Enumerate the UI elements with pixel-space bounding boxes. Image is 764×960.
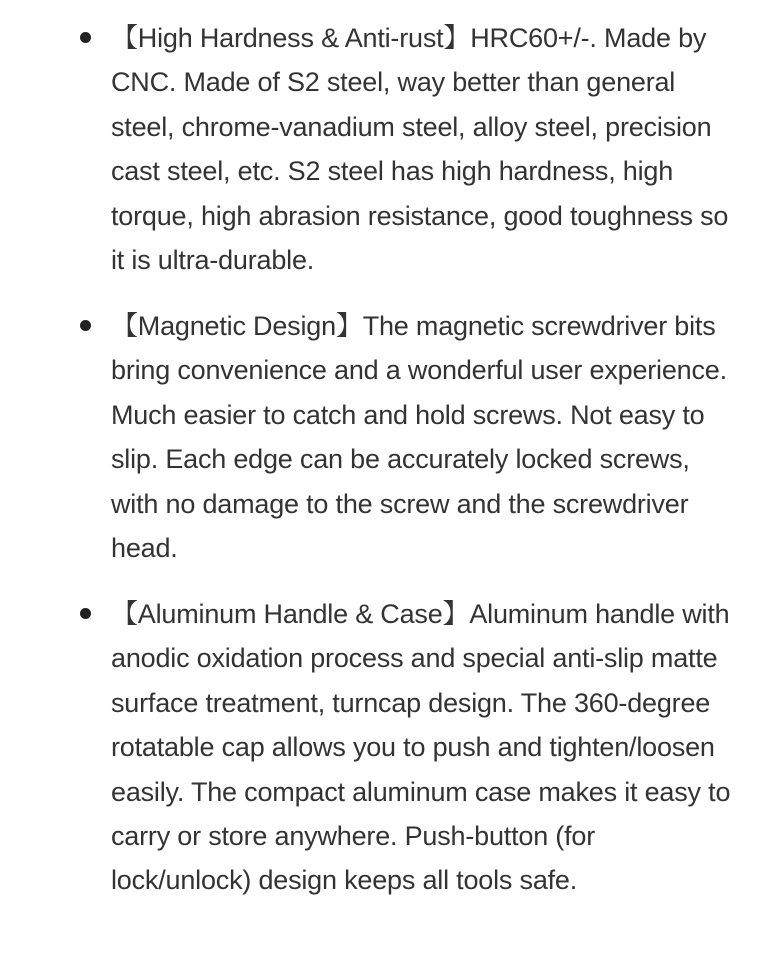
bullet-dot-icon bbox=[80, 320, 91, 331]
feature-heading: 【Magnetic Design】 bbox=[111, 311, 363, 341]
feature-body: Aluminum handle with anodic oxidation process and special anti-slip matte surface treatment, turncap design. The 360-degree rotatable cap allows you to push and tighten/loosen easily. The compact aluminum case makes it easy to carry or store anywhere. Push-button (for lock/unlock) design keeps all tools safe. bbox=[111, 599, 731, 896]
feature-bullet-magnetic bbox=[111, 304, 736, 570]
feature-body: HRC60+/-. Made by CNC. Made of S2 steel, way better than general steel, chrome-vanadium steel, alloy steel, precision cast steel, etc. S2 steel has high hardness, high torque, high abrasion resistance, good toughness so it is ultra-durable. bbox=[111, 23, 729, 276]
feature-body: The magnetic screwdriver bits bring convenience and a wonderful user experience. Much easier to catch and hold screws. Not easy to slip. Each edge can be accurately locked screws, with no damage to the screw and the screwdriver head. bbox=[111, 311, 727, 564]
feature-heading: 【High Hardness & Anti-rust】 bbox=[111, 23, 471, 53]
feature-bullet-aluminum bbox=[111, 592, 736, 903]
bullet-dot-icon bbox=[80, 608, 91, 619]
feature-heading: 【Aluminum Handle & Case】 bbox=[111, 599, 470, 629]
bullet-dot-icon bbox=[80, 32, 91, 43]
feature-bullet-hardness bbox=[111, 16, 736, 282]
